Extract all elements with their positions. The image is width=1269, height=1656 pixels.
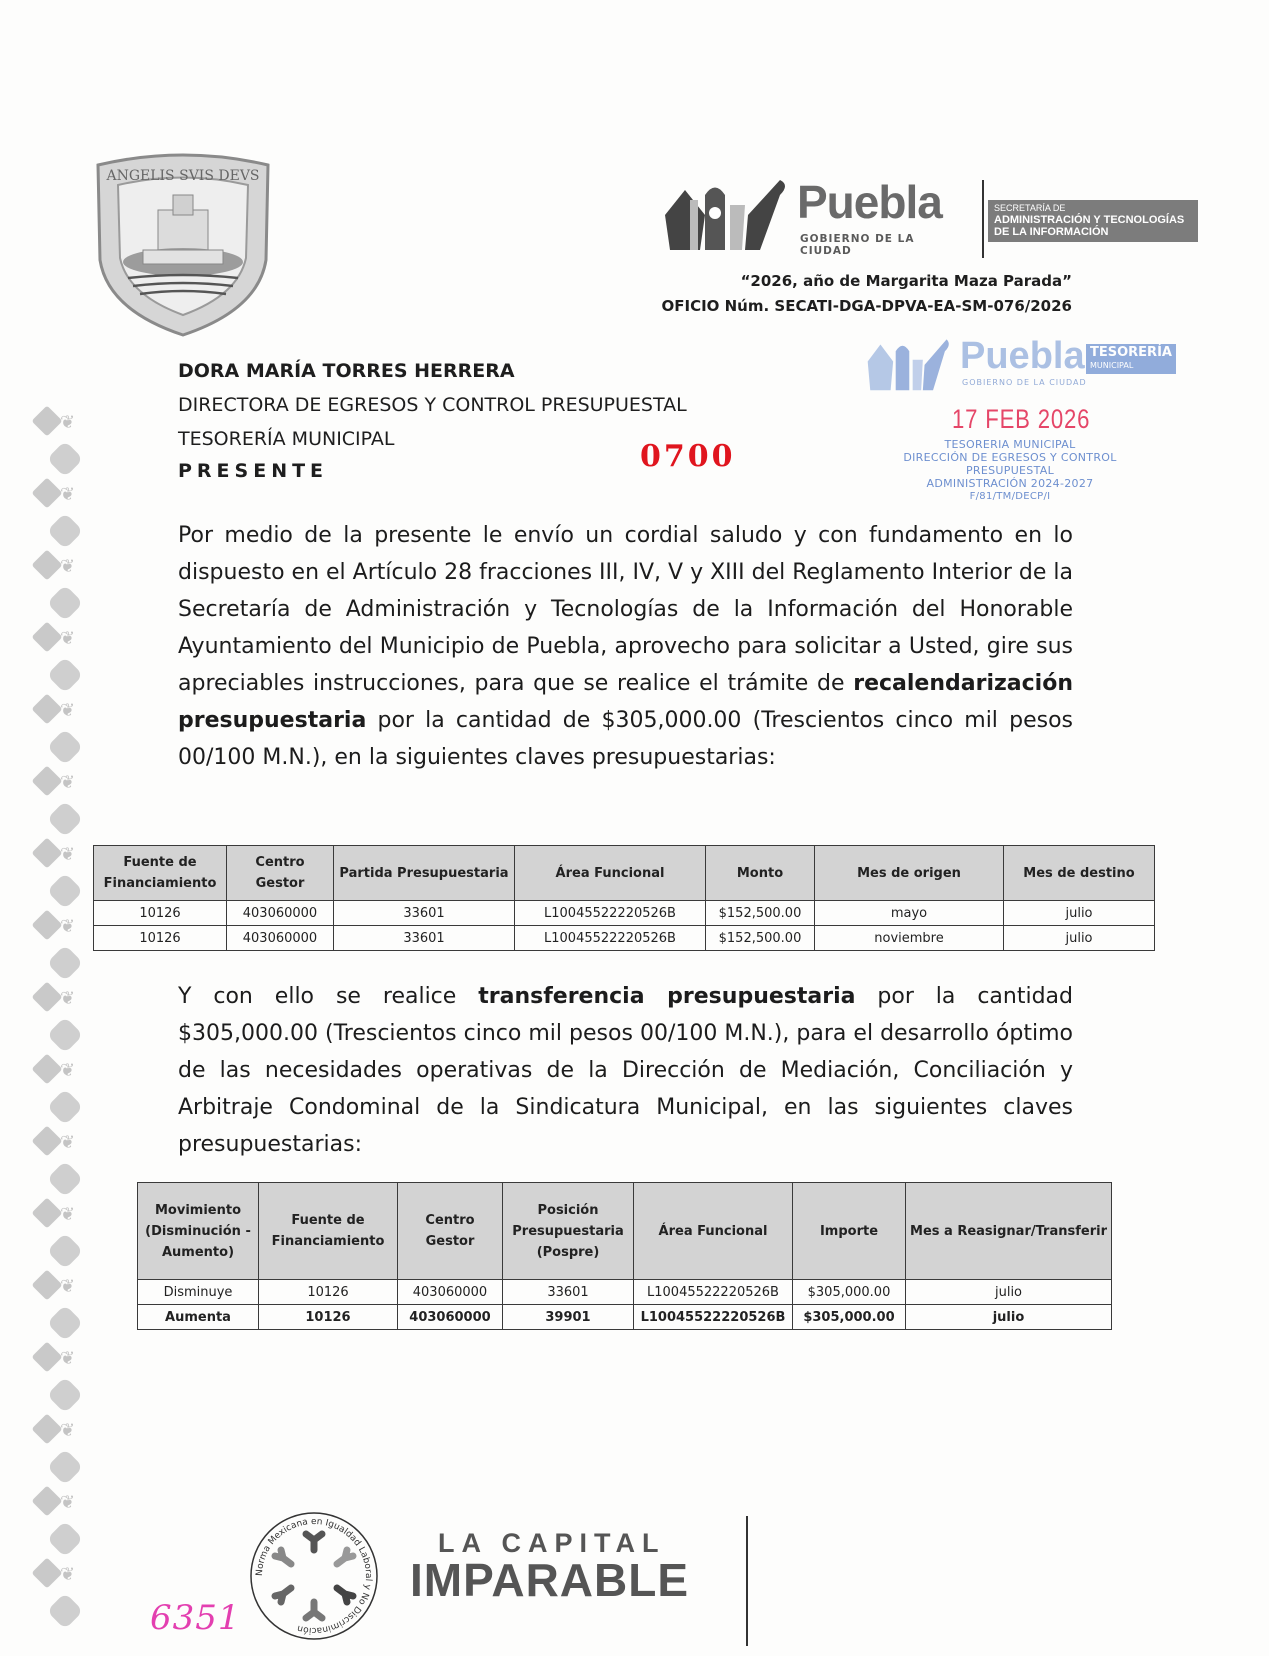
table-row xyxy=(138,1305,1112,1330)
p1-text-b: por la cantidad de $305,000.00 (Trescientos cinco mil pesos 00/100 M.N.), en la siguientes claves presupuestarias: xyxy=(178,708,1073,770)
column-header: Centro Gestor xyxy=(398,1183,503,1280)
stamp-tesoreria: TESORERÍA xyxy=(1090,345,1172,360)
border-rounded-diamond xyxy=(47,1161,84,1198)
logo-divider xyxy=(982,180,984,258)
norma-seal-text: Norma Mexicana en Igualdad Laboral y No Discriminación xyxy=(254,1516,374,1636)
column-header: Monto xyxy=(706,846,815,901)
stamp-line-2: DIRECCIÓN DE EGRESOS Y CONTROL xyxy=(903,451,1117,464)
border-rounded-diamond xyxy=(47,1305,84,1342)
greeting-presente: PRESENTE xyxy=(178,460,329,482)
border-diamond xyxy=(31,1485,62,1516)
addressee-name: DORA MARÍA TORRES HERRERA xyxy=(178,360,515,382)
border-leaf: ❦ xyxy=(60,628,76,649)
border-diamond xyxy=(31,1557,62,1588)
border-rounded-diamond xyxy=(47,945,84,982)
table-cell: noviembre xyxy=(815,926,1004,951)
border-diamond xyxy=(31,693,62,724)
table-cell: $305,000.00 xyxy=(793,1305,906,1330)
tesoreria-reception-stamp xyxy=(860,336,1190,394)
slogan-line-1: LA CAPITAL xyxy=(438,1528,666,1558)
secretaria-line-2: ADMINISTRACIÓN Y TECNOLOGÍAS xyxy=(994,214,1185,226)
table-header-row xyxy=(94,846,1155,901)
border-diamond xyxy=(31,1269,62,1300)
border-rounded-diamond xyxy=(47,1593,84,1630)
border-rounded-diamond xyxy=(47,873,84,910)
border-rounded-diamond xyxy=(47,513,84,550)
puebla-government-logo xyxy=(660,175,960,257)
column-header: Fuente de Financiamiento xyxy=(94,846,227,901)
table-header-row xyxy=(138,1183,1112,1280)
recalendarization-table xyxy=(93,845,1155,951)
table-cell: 39901 xyxy=(503,1305,634,1330)
addressee-title: DIRECTORA DE EGRESOS Y CONTROL PRESUPUESTAL xyxy=(178,394,687,416)
table-row xyxy=(94,901,1155,926)
border-leaf: ❦ xyxy=(60,844,76,865)
stamp-line-4: ADMINISTRACIÓN 2024-2027 xyxy=(926,477,1094,490)
border-diamond xyxy=(31,1197,62,1228)
body-paragraph-1 xyxy=(178,517,1073,776)
stamp-tesoreria-badge xyxy=(1086,344,1176,374)
logo-subtitle: GOBIERNO DE LA CIUDAD xyxy=(800,233,915,257)
table-cell: 403060000 xyxy=(398,1305,503,1330)
stamp-line-3: PRESUPUESTAL xyxy=(966,464,1054,477)
border-diamond xyxy=(31,1125,62,1156)
table-cell: 33601 xyxy=(334,901,515,926)
border-rounded-diamond xyxy=(47,801,84,838)
border-leaf: ❦ xyxy=(60,1564,76,1585)
border-leaf: ❦ xyxy=(60,916,76,937)
body-paragraph-2 xyxy=(178,978,1073,1163)
tesoreria-text-stamp xyxy=(850,438,1170,503)
secretaria-line-3: DE LA INFORMACIÓN xyxy=(994,226,1109,238)
stamp-line-5: F/81/TM/DECP/I xyxy=(969,491,1051,502)
border-rounded-diamond xyxy=(47,1521,84,1558)
border-leaf: ❦ xyxy=(60,556,76,577)
border-leaf: ❦ xyxy=(60,484,76,505)
border-rounded-diamond xyxy=(47,1449,84,1486)
border-leaf: ❦ xyxy=(60,1204,76,1225)
received-date-stamp: 17 FEB 2026 xyxy=(952,404,1091,434)
decorative-border xyxy=(28,410,88,1640)
column-header: Mes de destino xyxy=(1004,846,1155,901)
table-cell: 10126 xyxy=(94,901,227,926)
transfer-table xyxy=(137,1182,1112,1330)
border-leaf: ❦ xyxy=(60,1348,76,1369)
secretaria-banner xyxy=(988,200,1198,242)
border-leaf: ❦ xyxy=(60,1420,76,1441)
p2-bold: transferencia presupuestaria xyxy=(478,984,856,1009)
table-cell: Disminuye xyxy=(138,1280,259,1305)
table-cell: L10045522220526B xyxy=(634,1280,793,1305)
border-diamond xyxy=(31,765,62,796)
table-cell: 10126 xyxy=(259,1280,398,1305)
logo-wordmark: Puebla xyxy=(797,176,942,228)
column-header: Área Funcional xyxy=(515,846,706,901)
border-leaf: ❦ xyxy=(60,1492,76,1513)
border-rounded-diamond xyxy=(47,729,84,766)
puebla-emblem-icon xyxy=(660,175,795,253)
stamp-emblem-icon xyxy=(860,336,956,392)
stamp-municipal: MUNICIPAL xyxy=(1090,361,1134,370)
secretaria-line-1: SECRETARÍA DE xyxy=(994,203,1066,213)
table-cell: 403060000 xyxy=(398,1280,503,1305)
table-cell: mayo xyxy=(815,901,1004,926)
folio-number-stamp: 0700 xyxy=(640,439,736,474)
table-cell: 33601 xyxy=(503,1280,634,1305)
table-cell: julio xyxy=(906,1305,1112,1330)
column-header: Mes de origen xyxy=(815,846,1004,901)
column-header: Mes a Reasignar/Transferir xyxy=(906,1183,1112,1280)
border-diamond xyxy=(31,837,62,868)
border-diamond xyxy=(31,1341,62,1372)
border-leaf: ❦ xyxy=(60,700,76,721)
border-rounded-diamond xyxy=(47,1017,84,1054)
table-cell: L10045522220526B xyxy=(515,926,706,951)
table-cell: $152,500.00 xyxy=(706,926,815,951)
stamp-logo-wordmark: Puebla xyxy=(960,335,1085,377)
column-header: Importe xyxy=(793,1183,906,1280)
table-cell: $305,000.00 xyxy=(793,1280,906,1305)
border-rounded-diamond xyxy=(47,1377,84,1414)
table-cell: Aumenta xyxy=(138,1305,259,1330)
border-diamond xyxy=(31,1053,62,1084)
handwritten-number: 6351 xyxy=(150,1598,241,1638)
table-cell: julio xyxy=(1004,926,1155,951)
border-rounded-diamond xyxy=(47,585,84,622)
table-row xyxy=(94,926,1155,951)
border-leaf: ❦ xyxy=(60,988,76,1009)
border-rounded-diamond xyxy=(47,657,84,694)
border-rounded-diamond xyxy=(47,1089,84,1126)
seal-motto-text: ANGELIS SVIS DEVS xyxy=(106,168,260,184)
border-rounded-diamond xyxy=(47,441,84,478)
border-rounded-diamond xyxy=(47,1233,84,1270)
stamp-line-1: TESORERIA MUNICIPAL xyxy=(944,438,1076,451)
municipal-seal-logo xyxy=(88,150,278,340)
oficio-number: OFICIO Núm. SECATI-DGA-DPVA-EA-SM-076/2026 xyxy=(661,297,1072,315)
table-cell: 403060000 xyxy=(227,901,334,926)
column-header: Movimiento (Disminución - Aumento) xyxy=(138,1183,259,1280)
footer-divider xyxy=(746,1516,748,1646)
column-header: Área Funcional xyxy=(634,1183,793,1280)
column-header: Partida Presupuestaria xyxy=(334,846,515,901)
table-cell: julio xyxy=(1004,901,1155,926)
border-diamond xyxy=(31,549,62,580)
border-diamond xyxy=(31,1413,62,1444)
border-diamond xyxy=(31,405,62,436)
column-header: Posición Presupuestaria (Pospre) xyxy=(503,1183,634,1280)
table-cell: julio xyxy=(906,1280,1112,1305)
p2-text-b: por la cantidad $305,000.00 (Trescientos cinco mil pesos 00/100 M.N.), para el desarrollo óptimo de las necesidades operativas de la Dirección de Mediación, Conciliación y Arbitraje Condominal de la Sindicatura Municipal, en las siguientes claves presupuestarias: xyxy=(178,984,1073,1157)
column-header: Centro Gestor xyxy=(227,846,334,901)
la-capital-imparable-logo xyxy=(410,1528,690,1606)
border-diamond xyxy=(31,981,62,1012)
border-leaf: ❦ xyxy=(60,772,76,793)
norma-igualdad-laboral-seal xyxy=(248,1510,380,1642)
table-cell: $152,500.00 xyxy=(706,901,815,926)
table-row xyxy=(138,1280,1112,1305)
column-header: Fuente de Financiamiento xyxy=(259,1183,398,1280)
table-cell: 403060000 xyxy=(227,926,334,951)
slogan-line-2: IMPARABLE xyxy=(410,1554,690,1606)
table-cell: 10126 xyxy=(259,1305,398,1330)
border-leaf: ❦ xyxy=(60,1132,76,1153)
border-leaf: ❦ xyxy=(60,1276,76,1297)
border-diamond xyxy=(31,477,62,508)
table-cell: L10045522220526B xyxy=(515,901,706,926)
addressee-department: TESORERÍA MUNICIPAL xyxy=(178,428,395,450)
border-diamond xyxy=(31,909,62,940)
stamp-logo-subtitle: GOBIERNO DE LA CIUDAD xyxy=(962,378,1087,387)
border-leaf: ❦ xyxy=(60,412,76,433)
p2-text-a: Y con ello se realice xyxy=(178,984,479,1009)
border-leaf: ❦ xyxy=(60,1060,76,1081)
border-diamond xyxy=(31,621,62,652)
year-motto: “2026, año de Margarita Maza Parada” xyxy=(740,272,1072,290)
p1-text-a: Por medio de la presente le envío un cordial saludo y con fundamento en lo dispuesto en el Artículo 28 fracciones III, IV, V y XIII del Reglamento Interior de la Secretaría de Administración y Tecnologías de la Información del Honorable Ayuntamiento del Municipio de Puebla, aprovecho para solicitar a Usted, gire sus apreciables instrucciones, para que se realice el trámite de xyxy=(178,523,1073,696)
table-cell: L10045522220526B xyxy=(634,1305,793,1330)
table-cell: 33601 xyxy=(334,926,515,951)
table-cell: 10126 xyxy=(94,926,227,951)
p1-bold: recalendarización presupuestaria xyxy=(178,671,1073,733)
